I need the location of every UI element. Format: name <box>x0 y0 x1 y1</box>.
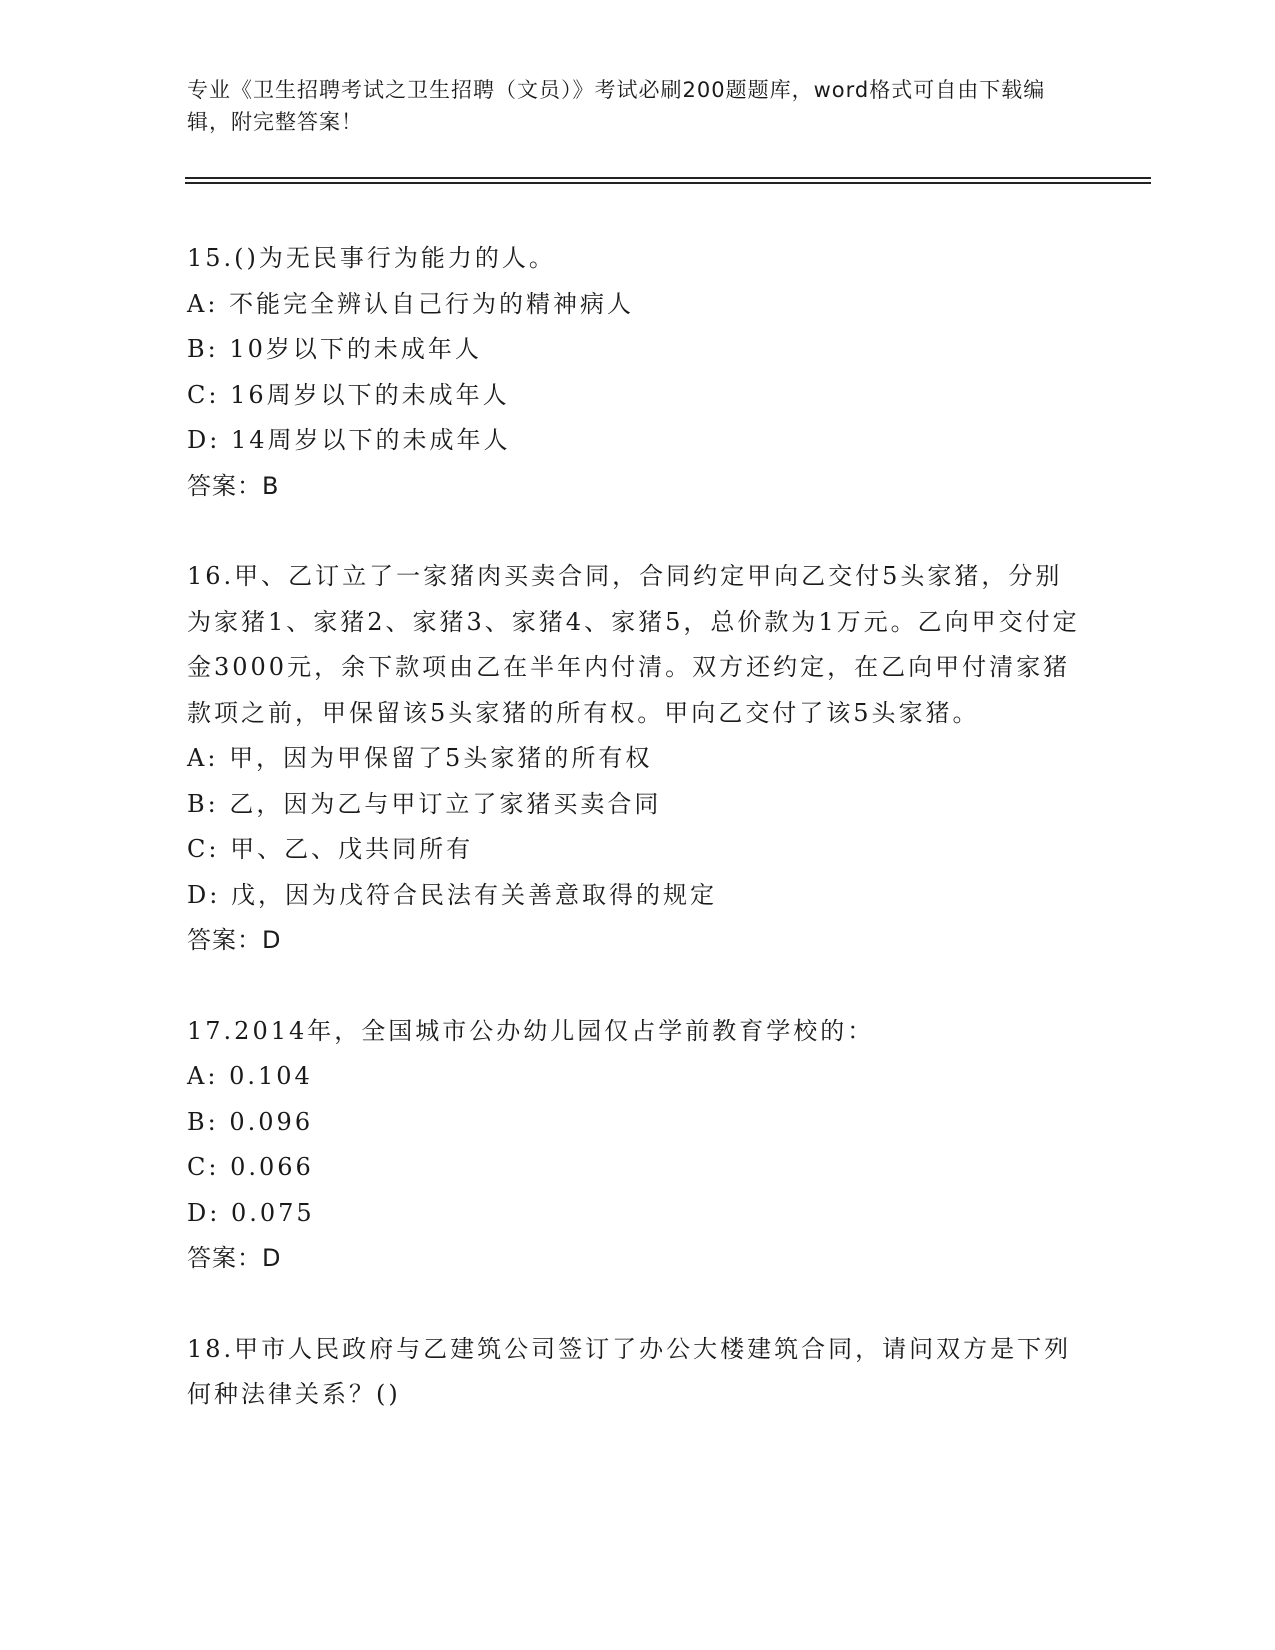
option-text: 不能完全辨认自己行为的精神病人 <box>229 289 635 318</box>
option-d <box>187 1191 1087 1237</box>
option-text: 10岁以下的未成年人 <box>229 335 482 363</box>
question-15 <box>187 236 1087 509</box>
option-key: A: <box>187 289 219 318</box>
option-a <box>187 1054 1087 1100</box>
option-key: D: <box>187 426 221 454</box>
option-a <box>187 736 1087 782</box>
option-text: 0.104 <box>229 1062 313 1090</box>
question-list <box>187 236 1087 1463</box>
option-c <box>187 827 1087 873</box>
header-divider-bottom <box>185 182 1151 184</box>
question-18 <box>187 1327 1087 1418</box>
option-b <box>187 1100 1087 1146</box>
header-divider-top <box>185 177 1151 179</box>
option-text: 0.066 <box>230 1153 314 1181</box>
option-key: B: <box>187 789 219 818</box>
option-key: D: <box>187 1198 221 1227</box>
option-key: B: <box>187 335 219 363</box>
option-key: A: <box>187 744 219 772</box>
option-text: 0.096 <box>229 1107 314 1136</box>
question-stem: 15.()为无民事行为能力的人。 <box>187 244 556 272</box>
option-c <box>187 1145 1087 1191</box>
option-key: A: <box>187 1062 219 1090</box>
option-key: B: <box>187 1107 219 1136</box>
option-b <box>187 327 1087 373</box>
option-text: 0.075 <box>230 1198 315 1227</box>
answer-line: 答案：D <box>187 926 282 954</box>
option-d <box>187 873 1087 919</box>
option-text: 16周岁以下的未成年人 <box>230 380 510 409</box>
question-stem: 16.甲、乙订立了一家猪肉买卖合同，合同约定甲向乙交付5头家猪，分别为家猪1、家猪2、家猪3、家猪4、家猪5，总价款为1万元。乙向甲交付定金3000元，余下款项由乙在半年内付清。双方还约定，在乙向甲付清家猪款项之前，甲保留该5头家猪的所有权。甲向乙交付了该5头家猪。 <box>187 562 1080 727</box>
option-c <box>187 373 1087 419</box>
document-intro: 专业《卫生招聘考试之卫生招聘（文员）》考试必刷200题题库，word格式可自由下载编辑，附完整答案！ <box>187 78 1046 134</box>
option-d <box>187 418 1087 464</box>
option-key: D: <box>187 880 221 909</box>
question-stem: 18.甲市人民政府与乙建筑公司签订了办公大楼建筑合同，请问双方是下列何种法律关系？() <box>187 1334 1072 1408</box>
question-stem: 17.2014年，全国城市公办幼儿园仅占学前教育学校的： <box>187 1016 875 1045</box>
option-key: C: <box>187 1153 220 1181</box>
option-key: C: <box>187 380 220 409</box>
option-a <box>187 282 1087 328</box>
option-text: 甲，因为甲保留了5头家猪的所有权 <box>229 744 653 772</box>
question-17 <box>187 1009 1087 1282</box>
question-16 <box>187 554 1087 964</box>
option-text: 乙，因为乙与甲订立了家猪买卖合同 <box>229 789 662 818</box>
option-b <box>187 782 1087 828</box>
option-key: C: <box>187 835 220 863</box>
option-text: 14周岁以下的未成年人 <box>230 426 511 454</box>
answer-line: 答案：D <box>187 1244 282 1272</box>
answer-line: 答案：B <box>187 471 280 500</box>
option-text: 戊，因为戊符合民法有关善意取得的规定 <box>230 880 717 909</box>
option-text: 甲、乙、戊共同所有 <box>230 835 474 863</box>
